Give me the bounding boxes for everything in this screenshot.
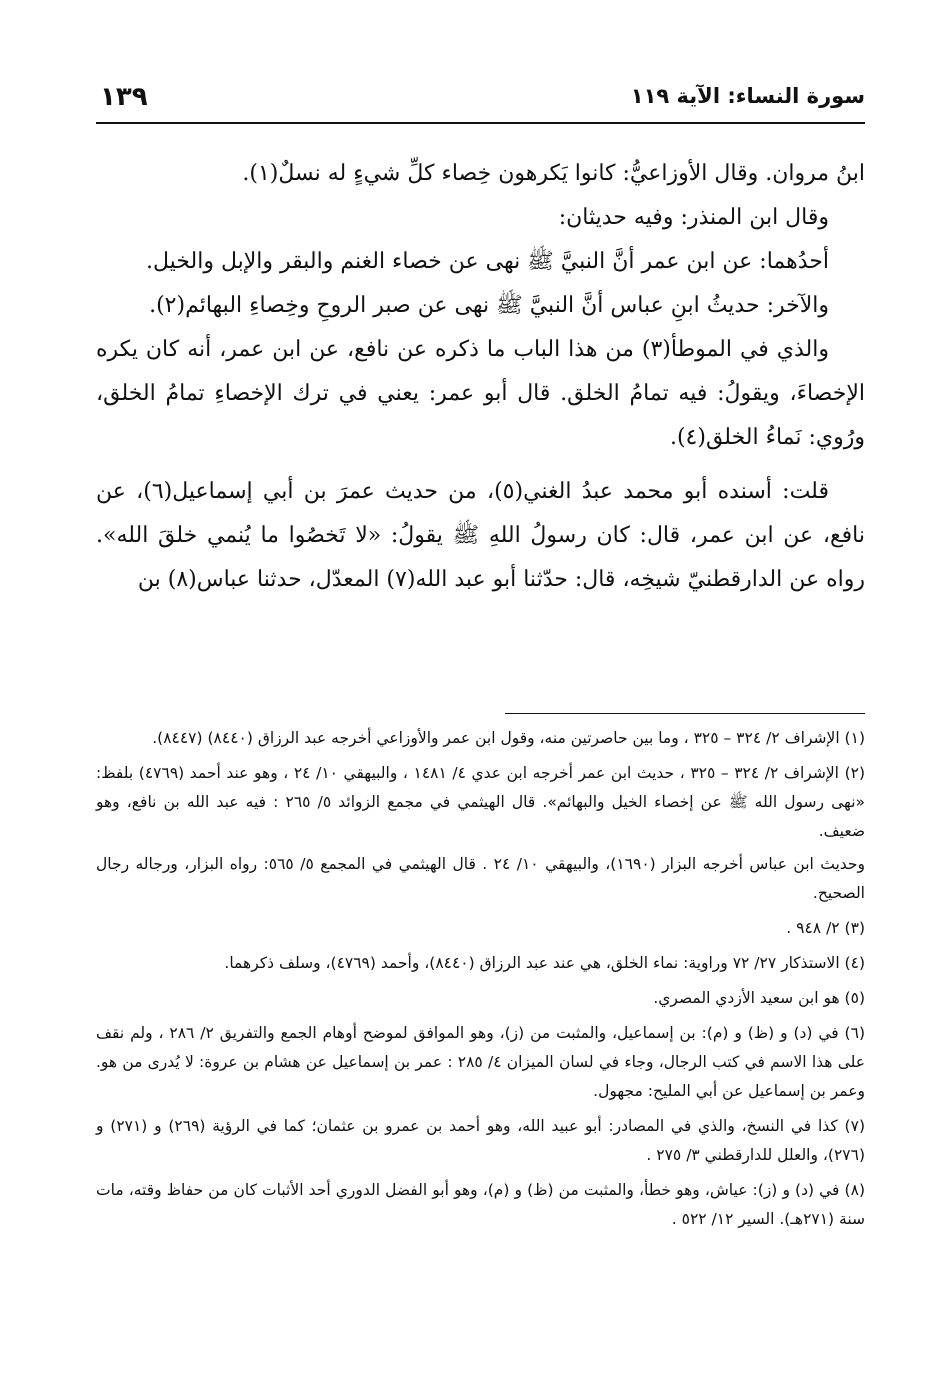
- main-text: [96, 152, 865, 602]
- page-number: ١٣٩: [100, 82, 148, 112]
- footnote-5: (٥) هو ابن سعيد الأزدي المصري.: [653, 989, 865, 1007]
- footnote-2: (٢) الإشراف ٢/ ٣٢٤ – ٣٢٥ ، حديث ابن عمر أخرجه ابن عدي ٤/ ١٤٨١ ، والبيهقي ١٠/ ٢٤ ، وهو عند أحمد (٤٧٦٩) بلفظ: «نهى رسول الله ﷺ عن إخصاء الخيل والبهائم». قال الهيثمي في مجمع الزوائد ٥/ ٢٦٥ : فيه عبد الله بن نافع، وهو ضعيف.: [96, 764, 866, 840]
- footnote-divider: [505, 713, 865, 714]
- footnote-1: (١) الإشراف ٢/ ٣٢٤ – ٣٢٥ ، وما بين حاصرتين منه، وقول ابن عمر والأوزاعي أخرجه عبد الرزاق (٨٤٤٠) (٨٤٤٧).: [152, 729, 865, 747]
- paragraph-6: قلت: أسنده أبو محمد عبدُ الغني(٥)، من حديث عمرَ بن أبي إسماعيل(٦)، عن نافع، عن ابن عمر، قال: كان رسولُ اللهِ ﷺ يقولُ: «لا تَخصُوا ما يُنمي خلقَ الله». رواه عن الدارقطنيّ شيخِه، قال: حدّثنا أبو عبد الله(٧) المعدّل، حدثنا عباس(٨) بن: [96, 479, 865, 592]
- paragraph-3: أحدُهما: عن ابن عمر أنَّ النبيَّ ﷺ نهى عن خصاء الغنم والبقر والإبل والخيل.: [146, 249, 829, 274]
- paragraph-4: والآخر: حديثُ ابنِ عباس أنَّ النبيَّ ﷺ نهى عن صبر الروحِ وخِصاءِ البهائم(٢).: [149, 293, 829, 318]
- page-header: [96, 82, 865, 124]
- paragraph-5: والذي في الموطأ(٣) من هذا الباب ما ذكره عن نافع، عن ابن عمر، أنه كان يكره الإخصاءَ، ويقولُ: فيه تمامُ الخلق. قال أبو عمر: يعني في ترك الإخصاءِ تمامُ الخلق، ورُوي: نَماءُ الخلق(٤).: [96, 337, 865, 450]
- footnote-2-continuation: وحديث ابن عباس أخرجه البزار (١٦٩٠)، والبيهقي ١٠/ ٢٤ . قال الهيثمي في المجمع ٥/ ٥٦٥: رواه البزار، ورجاله رجال الصحيح.: [96, 855, 865, 902]
- footnote-6: (٦) في (د) و (ظ) و (م): بن إسماعيل، والمثبت من (ز)، وهو الموافق لموضح أوهام الجمع والتفريق ٢/ ٢٨٦ ، ولم نقف على هذا الاسم في كتب الرجال، وجاء في لسان الميزان ٤/ ٢٨٥ : عمر بن إسماعيل عن هشام بن عروة: لا يُدرى من هو. وعمر بن إسماعيل عن أبي المليح: مجهول.: [96, 1024, 865, 1100]
- footnote-8: (٨) في (د) و (ز): عياش، وهو خطأ، والمثبت من (ظ) و (م)، وهو أبو الفضل الدوري أحد الأثبات كان من حفاظ وقته، مات سنة (٢٧١هـ). السير ١٢/ ٥٢٢ .: [96, 1181, 865, 1228]
- running-title: سورة النساء: الآية ١١٩: [630, 84, 865, 108]
- footnote-4: (٤) الاستذكار ٢٧/ ٧٢ وراوية: نماء الخلق، هي عند عبد الرزاق (٨٤٤٠)، وأحمد (٤٧٦٩)، وسلف ذكرهما.: [224, 954, 865, 972]
- footnotes: [96, 724, 865, 1240]
- paragraph-2: وقال ابن المنذر: وفيه حديثان:: [558, 205, 829, 230]
- footnote-7: (٧) كذا في النسخ، والذي في المصادر: أبو عبيد الله، وهو أحمد بن عمرو بن عثمان؛ كما في الرؤية (٢٦٩) و (٢٧١) و (٢٧٦)، والعلل للدارقطني ٣/ ٢٧٥ .: [96, 1117, 865, 1164]
- footnote-3: (٣) ٢/ ٩٤٨ .: [786, 919, 865, 937]
- paragraph-1: ابنُ مروان. وقال الأوزاعيُّ: كانوا يَكرهون خِصاء كلِّ شيءٍ له نسلٌ(١).: [242, 161, 865, 186]
